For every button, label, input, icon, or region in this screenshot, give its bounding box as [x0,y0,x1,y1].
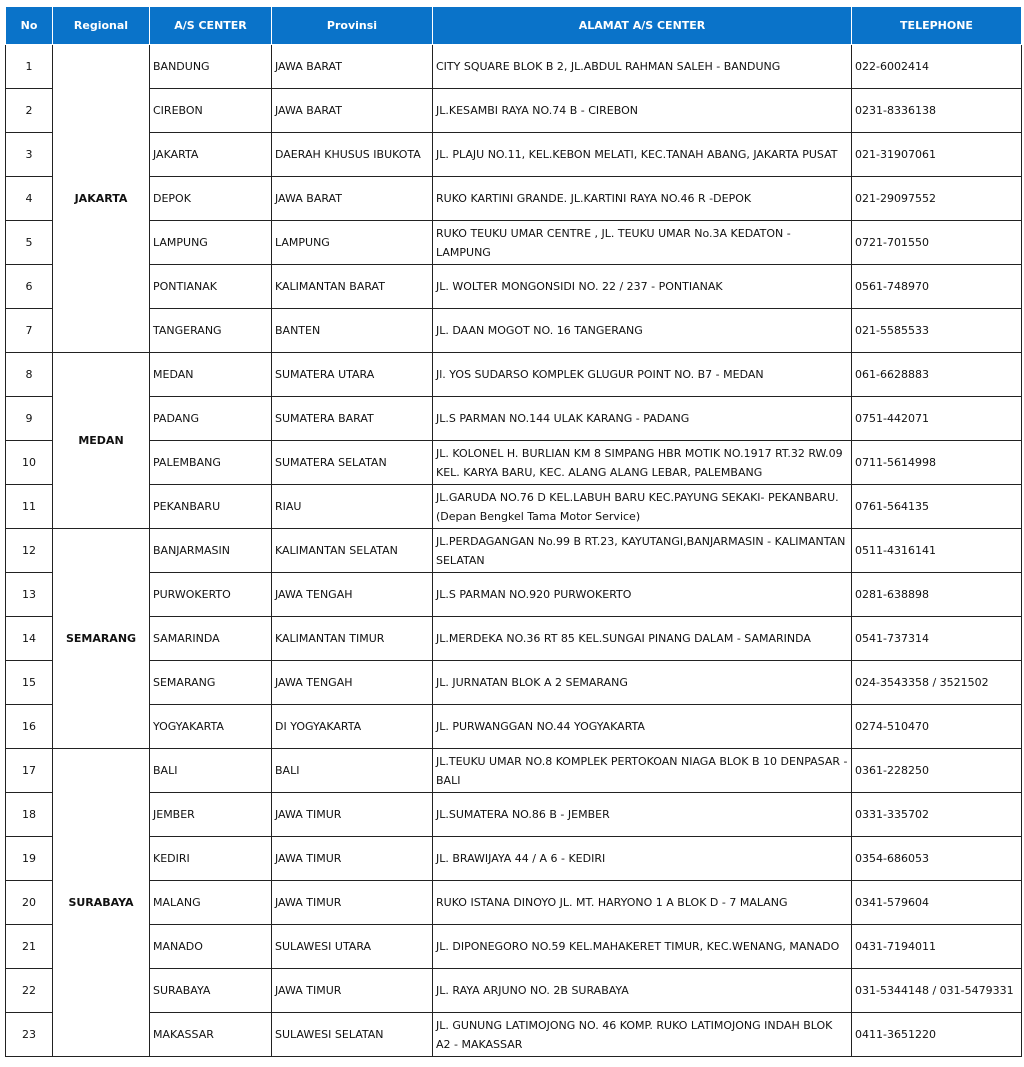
province-cell: SUMATERA BARAT [272,397,433,441]
as-center-cell: MANADO [150,925,272,969]
telephone-cell: 0721-701550 [852,221,1022,265]
header-row [6,7,1022,45]
as-center-cell: DEPOK [150,177,272,221]
row-number: 16 [6,705,53,749]
table-row [6,309,1022,353]
telephone-cell: 061-6628883 [852,353,1022,397]
service-center-table-container [5,6,1022,1057]
as-center-cell: YOGYAKARTA [150,705,272,749]
table-row [6,705,1022,749]
province-cell: JAWA TIMUR [272,969,433,1013]
header-provinsi: Provinsi [272,7,433,45]
table-row [6,749,1022,793]
address-cell: JL.PERDAGANGAN No.99 B RT.23, KAYUTANGI,BANJARMASIN - KALIMANTAN SELATAN [433,529,852,573]
address-cell: Jl. YOS SUDARSO KOMPLEK GLUGUR POINT NO. B7 - MEDAN [433,353,852,397]
province-cell: SULAWESI SELATAN [272,1013,433,1057]
as-center-cell: PEKANBARU [150,485,272,529]
table-row [6,221,1022,265]
table-row [6,397,1022,441]
service-center-table [5,6,1022,1057]
province-cell: JAWA TENGAH [272,573,433,617]
address-cell: RUKO TEUKU UMAR CENTRE , JL. TEUKU UMAR No.3A KEDATON - LAMPUNG [433,221,852,265]
table-row [6,265,1022,309]
row-number: 5 [6,221,53,265]
as-center-cell: MEDAN [150,353,272,397]
as-center-cell: BANJARMASIN [150,529,272,573]
regional-cell: SEMARANG [53,529,150,749]
regional-cell: MEDAN [53,353,150,529]
table-row [6,485,1022,529]
telephone-cell: 0331-335702 [852,793,1022,837]
row-number: 3 [6,133,53,177]
province-cell: JAWA TENGAH [272,661,433,705]
province-cell: KALIMANTAN TIMUR [272,617,433,661]
row-number: 19 [6,837,53,881]
row-number: 15 [6,661,53,705]
row-number: 11 [6,485,53,529]
regional-cell: SURABAYA [53,749,150,1057]
province-cell: BANTEN [272,309,433,353]
as-center-cell: BALI [150,749,272,793]
table-row [6,529,1022,573]
as-center-cell: KEDIRI [150,837,272,881]
province-cell: DAERAH KHUSUS IBUKOTA [272,133,433,177]
province-cell: SULAWESI UTARA [272,925,433,969]
telephone-cell: 0361-228250 [852,749,1022,793]
table-row [6,573,1022,617]
address-cell: JL. DIPONEGORO NO.59 KEL.MAHAKERET TIMUR, KEC.WENANG, MANADO [433,925,852,969]
header-regional: Regional [53,7,150,45]
as-center-cell: JAKARTA [150,133,272,177]
province-cell: JAWA TIMUR [272,881,433,925]
as-center-cell: JEMBER [150,793,272,837]
as-center-cell: MAKASSAR [150,1013,272,1057]
table-row [6,793,1022,837]
telephone-cell: 031-5344148 / 031-5479331 [852,969,1022,1013]
province-cell: LAMPUNG [272,221,433,265]
row-number: 2 [6,89,53,133]
table-row [6,177,1022,221]
row-number: 1 [6,45,53,89]
province-cell: KALIMANTAN SELATAN [272,529,433,573]
telephone-cell: 021-29097552 [852,177,1022,221]
as-center-cell: PONTIANAK [150,265,272,309]
table-row [6,89,1022,133]
province-cell: BALI [272,749,433,793]
province-cell: DI YOGYAKARTA [272,705,433,749]
table-row [6,353,1022,397]
address-cell: JL.SUMATERA NO.86 B - JEMBER [433,793,852,837]
row-number: 12 [6,529,53,573]
row-number: 9 [6,397,53,441]
as-center-cell: PADANG [150,397,272,441]
address-cell: JL. RAYA ARJUNO NO. 2B SURABAYA [433,969,852,1013]
row-number: 6 [6,265,53,309]
address-cell: JL.MERDEKA NO.36 RT 85 KEL.SUNGAI PINANG DALAM - SAMARINDA [433,617,852,661]
table-row [6,925,1022,969]
table-row [6,881,1022,925]
table-row [6,45,1022,89]
as-center-cell: MALANG [150,881,272,925]
row-number: 21 [6,925,53,969]
header-alamat: ALAMAT A/S CENTER [433,7,852,45]
row-number: 4 [6,177,53,221]
address-cell: JL. BRAWIJAYA 44 / A 6 - KEDIRI [433,837,852,881]
table-row [6,1013,1022,1057]
telephone-cell: 0561-748970 [852,265,1022,309]
as-center-cell: PALEMBANG [150,441,272,485]
row-number: 13 [6,573,53,617]
telephone-cell: 0761-564135 [852,485,1022,529]
row-number: 10 [6,441,53,485]
address-cell: RUKO ISTANA DINOYO JL. MT. HARYONO 1 A BLOK D - 7 MALANG [433,881,852,925]
telephone-cell: 0711-5614998 [852,441,1022,485]
telephone-cell: 0354-686053 [852,837,1022,881]
province-cell: JAWA BARAT [272,177,433,221]
telephone-cell: 021-5585533 [852,309,1022,353]
row-number: 18 [6,793,53,837]
row-number: 23 [6,1013,53,1057]
telephone-cell: 0751-442071 [852,397,1022,441]
telephone-cell: 024-3543358 / 3521502 [852,661,1022,705]
table-row [6,617,1022,661]
table-row [6,969,1022,1013]
header-as-center: A/S CENTER [150,7,272,45]
address-cell: JL. PURWANGGAN NO.44 YOGYAKARTA [433,705,852,749]
row-number: 7 [6,309,53,353]
telephone-cell: 0511-4316141 [852,529,1022,573]
province-cell: JAWA TIMUR [272,837,433,881]
address-cell: JL.KESAMBI RAYA NO.74 B - CIREBON [433,89,852,133]
province-cell: JAWA BARAT [272,45,433,89]
regional-cell: JAKARTA [53,45,150,353]
as-center-cell: SURABAYA [150,969,272,1013]
telephone-cell: 0341-579604 [852,881,1022,925]
telephone-cell: 0274-510470 [852,705,1022,749]
address-cell: RUKO KARTINI GRANDE. JL.KARTINI RAYA NO.46 R -DEPOK [433,177,852,221]
province-cell: JAWA BARAT [272,89,433,133]
row-number: 8 [6,353,53,397]
telephone-cell: 0431-7194011 [852,925,1022,969]
table-header [6,7,1022,45]
telephone-cell: 0541-737314 [852,617,1022,661]
telephone-cell: 0411-3651220 [852,1013,1022,1057]
as-center-cell: SEMARANG [150,661,272,705]
province-cell: SUMATERA SELATAN [272,441,433,485]
telephone-cell: 021-31907061 [852,133,1022,177]
address-cell: JL. GUNUNG LATIMOJONG NO. 46 KOMP. RUKO LATIMOJONG INDAH BLOK A2 - MAKASSAR [433,1013,852,1057]
row-number: 20 [6,881,53,925]
as-center-cell: TANGERANG [150,309,272,353]
as-center-cell: SAMARINDA [150,617,272,661]
as-center-cell: PURWOKERTO [150,573,272,617]
province-cell: SUMATERA UTARA [272,353,433,397]
row-number: 22 [6,969,53,1013]
table-row [6,837,1022,881]
address-cell: JL.S PARMAN NO.144 ULAK KARANG - PADANG [433,397,852,441]
address-cell: JL. DAAN MOGOT NO. 16 TANGERANG [433,309,852,353]
as-center-cell: LAMPUNG [150,221,272,265]
address-cell: JL.TEUKU UMAR NO.8 KOMPLEK PERTOKOAN NIAGA BLOK B 10 DENPASAR - BALI [433,749,852,793]
as-center-cell: CIREBON [150,89,272,133]
province-cell: RIAU [272,485,433,529]
address-cell: JL. PLAJU NO.11, KEL.KEBON MELATI, KEC.TANAH ABANG, JAKARTA PUSAT [433,133,852,177]
province-cell: JAWA TIMUR [272,793,433,837]
row-number: 17 [6,749,53,793]
table-row [6,133,1022,177]
address-cell: JL. KOLONEL H. BURLIAN KM 8 SIMPANG HBR MOTIK NO.1917 RT.32 RW.09 KEL. KARYA BARU, KEC. ALANG ALANG LEBAR, PALEMBANG [433,441,852,485]
telephone-cell: 022-6002414 [852,45,1022,89]
address-cell: JL.GARUDA NO.76 D KEL.LABUH BARU KEC.PAYUNG SEKAKI- PEKANBARU. (Depan Bengkel Tama Motor Service) [433,485,852,529]
province-cell: KALIMANTAN BARAT [272,265,433,309]
header-telephone: TELEPHONE [852,7,1022,45]
table-body [6,45,1022,1057]
address-cell: CITY SQUARE BLOK B 2, JL.ABDUL RAHMAN SALEH - BANDUNG [433,45,852,89]
address-cell: JL.S PARMAN NO.920 PURWOKERTO [433,573,852,617]
as-center-cell: BANDUNG [150,45,272,89]
telephone-cell: 0231-8336138 [852,89,1022,133]
address-cell: JL. WOLTER MONGONSIDI NO. 22 / 237 - PONTIANAK [433,265,852,309]
telephone-cell: 0281-638898 [852,573,1022,617]
row-number: 14 [6,617,53,661]
table-row [6,441,1022,485]
table-row [6,661,1022,705]
header-no: No [6,7,53,45]
address-cell: JL. JURNATAN BLOK A 2 SEMARANG [433,661,852,705]
